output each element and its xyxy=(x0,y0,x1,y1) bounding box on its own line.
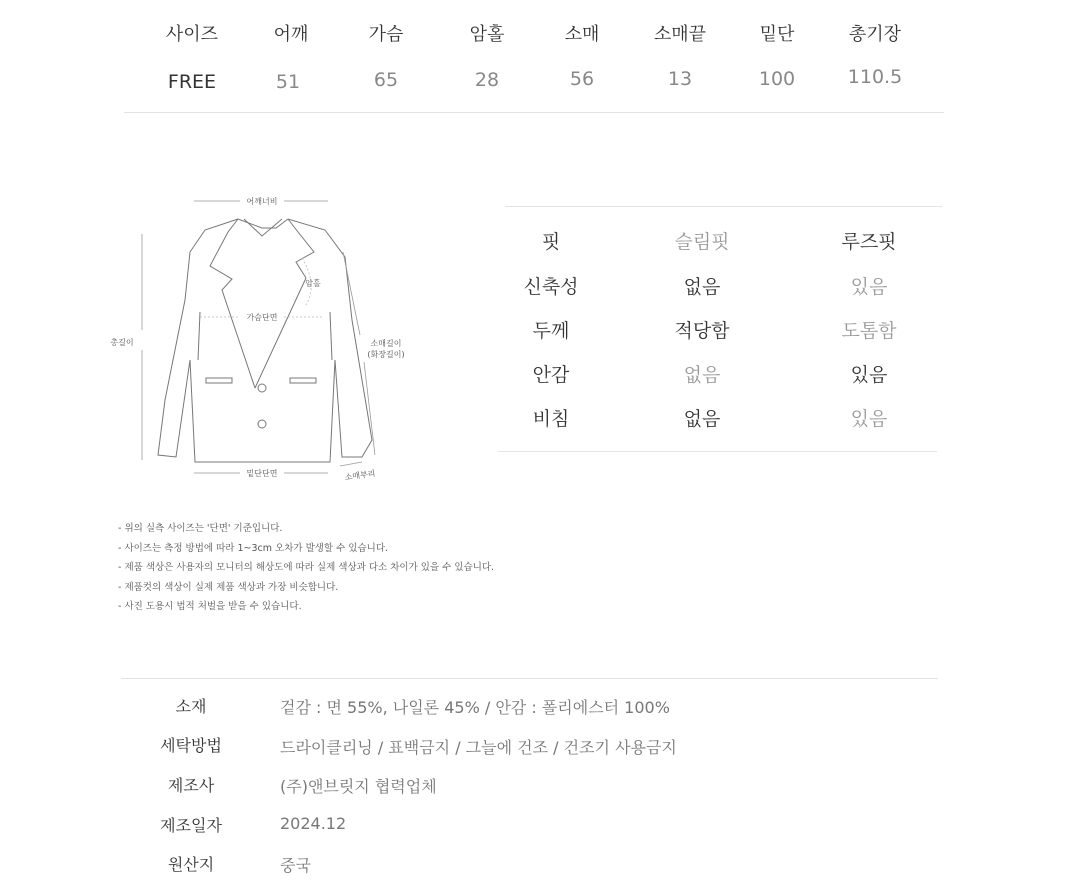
label-total-length: 총길이 xyxy=(110,338,134,347)
fit-row-label: 두께 xyxy=(532,320,570,342)
size-header-total-length: 총기장 xyxy=(848,24,902,45)
size-header-armhole: 암홀 xyxy=(469,24,505,45)
size-value-size: FREE xyxy=(167,71,217,93)
note-item: - 위의 실측 사이즈는 '단면' 기준입니다. xyxy=(118,523,283,534)
size-value-cuff: 13 xyxy=(667,68,693,90)
fit-table-top-divider xyxy=(505,206,942,207)
fit-row-label: 안감 xyxy=(532,364,570,386)
label-sleeve-length: 소매길이 xyxy=(370,339,402,348)
size-header-cuff: 소매끝 xyxy=(653,24,707,45)
info-label-origin: 원산지 xyxy=(167,855,215,874)
pocket-left xyxy=(206,378,232,383)
pocket-right xyxy=(290,378,316,383)
fit-option-loose: 루즈핏 xyxy=(841,231,897,253)
label-hem: 밑단단면 xyxy=(246,469,278,478)
size-value-shoulder: 51 xyxy=(275,71,301,93)
fit-row-label: 비침 xyxy=(532,408,570,430)
info-value-origin: 중국 xyxy=(280,856,311,875)
jacket-lapel-right xyxy=(255,219,314,388)
label-sleeve-length-sub: (화장길이) xyxy=(367,350,405,359)
info-label-washing: 세탁방법 xyxy=(160,736,222,755)
size-header-chest: 가슴 xyxy=(368,24,404,45)
sheer-option-none: 없음 xyxy=(683,408,721,430)
fit-row-label: 신축성 xyxy=(523,276,579,298)
button-icon xyxy=(258,384,266,392)
info-value-manufacturer: (주)앤브릿지 협력업체 xyxy=(280,777,437,796)
size-value-hem: 100 xyxy=(758,68,796,90)
label-shoulder: 어깨너비 xyxy=(246,197,278,206)
lining-option-none: 없음 xyxy=(683,364,721,386)
info-value-manufacture-date: 2024.12 xyxy=(280,814,347,833)
fit-option-slim: 슬림핏 xyxy=(674,231,730,253)
info-value-washing: 드라이클리닝 / 표백금지 / 그늘에 건조 / 건조기 사용금지 xyxy=(280,738,677,757)
size-value-total-length: 110.5 xyxy=(847,66,903,88)
label-armhole: 암홀 xyxy=(305,279,321,288)
size-value-chest: 65 xyxy=(373,69,399,91)
note-item: - 제품 색상은 사용자의 모니터의 해상도에 따라 실제 색상과 다소 차이가 있을 수 있습니다. xyxy=(118,562,495,573)
jacket-measurement-diagram xyxy=(100,185,430,485)
fit-table-bottom-divider xyxy=(498,451,937,452)
info-label-manufacturer: 제조사 xyxy=(167,776,215,795)
material-divider xyxy=(121,678,938,679)
size-value-armhole: 28 xyxy=(474,69,500,91)
size-header-shoulder: 어깨 xyxy=(273,24,309,45)
fit-row-label: 핏 xyxy=(541,231,561,253)
size-header-sleeve: 소매 xyxy=(564,24,600,45)
note-item: - 제품컷의 색상이 실제 제품 색상과 가장 비슷합니다. xyxy=(118,582,339,593)
label-cuff: 소매부리 xyxy=(344,468,377,483)
thickness-option-medium: 적당함 xyxy=(674,320,730,342)
size-header-size: 사이즈 xyxy=(165,24,219,45)
sheer-option-yes: 있음 xyxy=(850,408,888,430)
jacket-lapel-left xyxy=(210,219,255,388)
info-label-material: 소재 xyxy=(175,697,207,716)
info-value-material: 겉감 : 면 55%, 나일론 45% / 안감 : 폴리에스터 100% xyxy=(280,698,670,717)
button-icon xyxy=(258,420,266,428)
note-item: - 사진 도용시 법적 처벌을 받을 수 있습니다. xyxy=(118,601,302,612)
stretch-option-none: 없음 xyxy=(683,276,721,298)
note-item: - 사이즈는 측정 방법에 따라 1~3cm 오차가 발생할 수 있습니다. xyxy=(118,543,389,554)
size-header-hem: 밑단 xyxy=(759,24,795,45)
size-value-sleeve: 56 xyxy=(569,68,595,90)
stretch-option-yes: 있음 xyxy=(850,276,888,298)
thickness-option-thick: 도톰함 xyxy=(841,320,897,342)
size-table-divider xyxy=(124,112,944,113)
lining-option-yes: 있음 xyxy=(850,364,888,386)
label-chest: 가슴단면 xyxy=(246,313,278,322)
info-label-manufacture-date: 제조일자 xyxy=(160,816,222,835)
